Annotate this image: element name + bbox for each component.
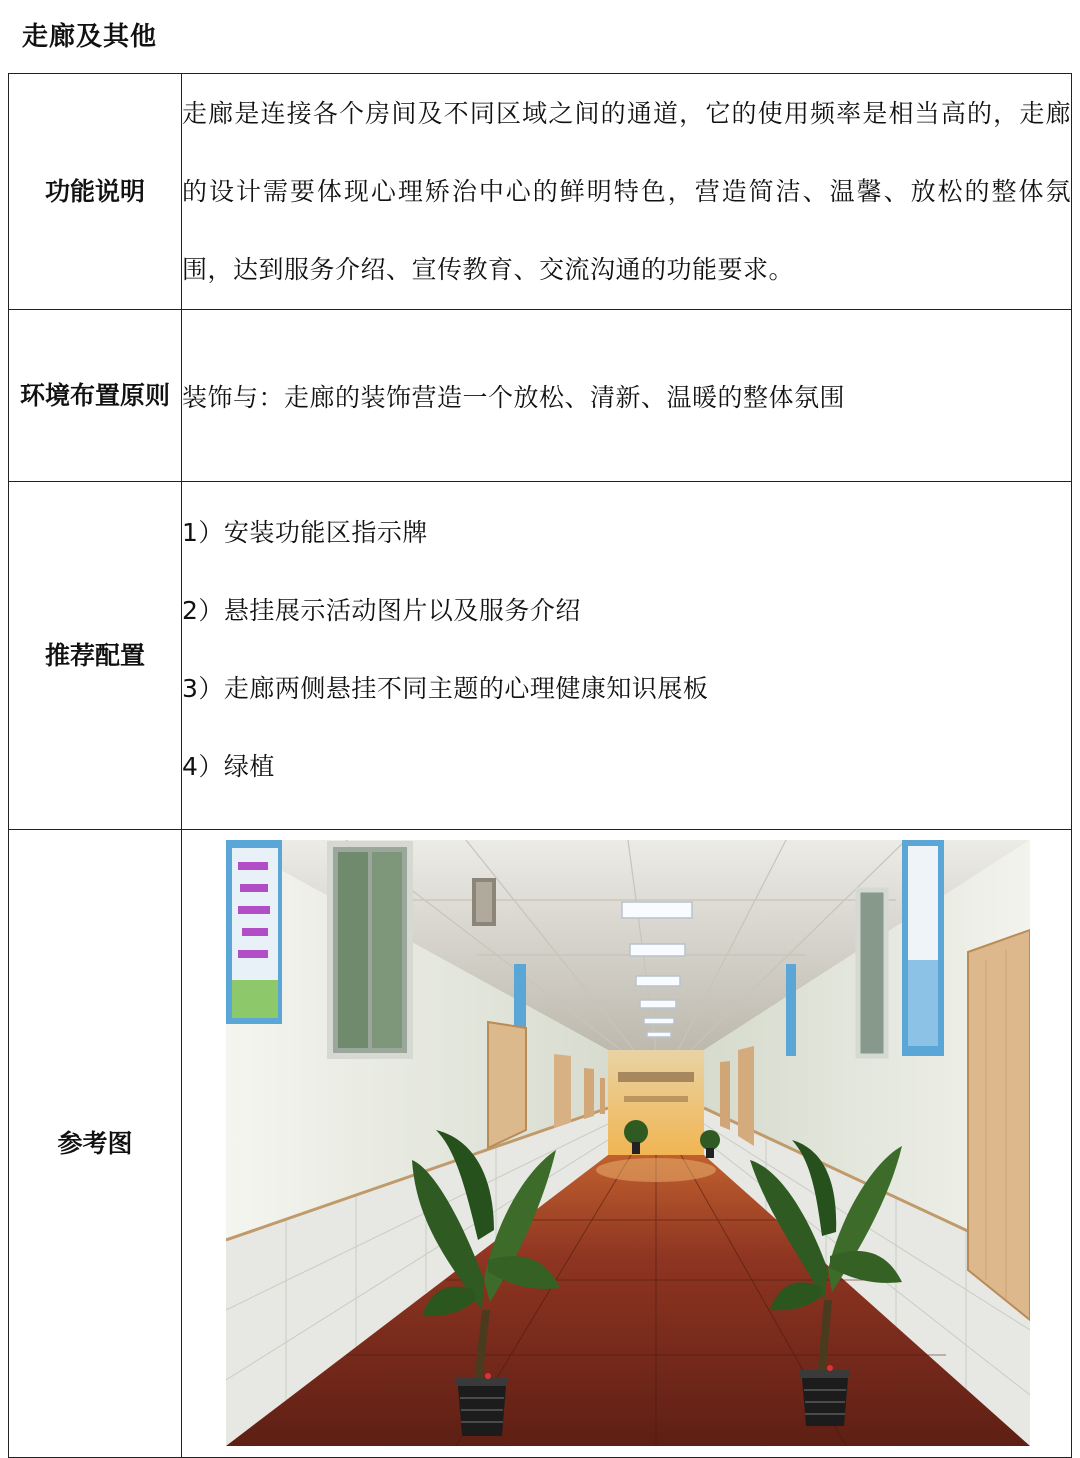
table-row	[9, 830, 1072, 1458]
list-item: 4）绿植	[182, 752, 275, 781]
table-row	[9, 310, 1072, 482]
row-label: 推荐配置	[9, 482, 182, 830]
config-list	[182, 482, 1072, 830]
section-title: 走廊及其他	[22, 22, 158, 52]
list-item: 3）走廊两侧悬挂不同主题的心理健康知识展板	[182, 674, 709, 703]
photo-cell	[182, 830, 1072, 1458]
table-row	[9, 482, 1072, 830]
table-row	[9, 74, 1072, 310]
list-item: 2）悬挂展示活动图片以及服务介绍	[182, 596, 581, 625]
corridor-photo	[226, 840, 1030, 1446]
row-label: 参考图	[9, 830, 182, 1458]
row-text: 装饰与：走廊的装饰营造一个放松、清新、温暖的整体氛围	[182, 310, 1072, 482]
list-item: 1）安装功能区指示牌	[182, 518, 428, 547]
row-label: 环境布置原则	[9, 310, 182, 482]
info-table	[8, 73, 1072, 1458]
row-label: 功能说明	[9, 74, 182, 310]
row-text: 走廊是连接各个房间及不同区域之间的通道，它的使用频率是相当高的，走廊的设计需要体现心理矫治中心的鲜明特色，营造简洁、温馨、放松的整体氛围，达到服务介绍、宣传教育、交流沟通的功能要求。	[182, 74, 1072, 310]
